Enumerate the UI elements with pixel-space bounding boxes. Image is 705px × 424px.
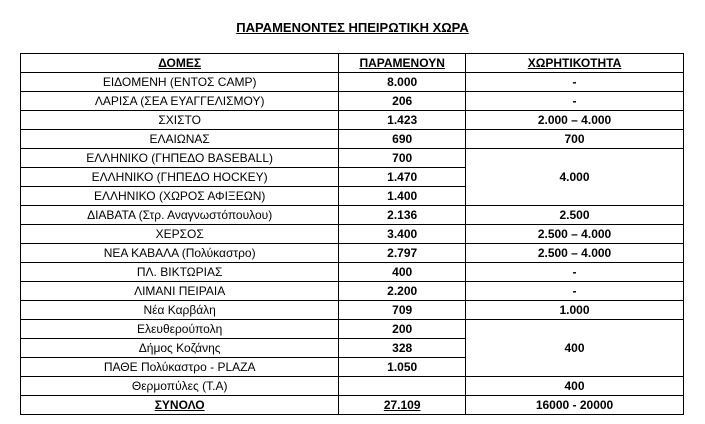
table-row	[21, 149, 684, 168]
table-row	[21, 92, 684, 111]
structure-name: ΕΛΛΗΝΙΚΟ (ΓΗΠΕΔΟ BASEBALL)	[21, 149, 339, 168]
structure-name: ΕΛΛΗΝΙΚΟ (ΧΩΡΟΣ ΑΦΙΞΕΩΝ)	[21, 187, 339, 206]
structure-name: ΣΧΙΣΤΟ	[21, 111, 339, 130]
remaining-value: 2.200	[339, 282, 466, 301]
structure-name: ΠΛ. ΒΙΚΤΩΡΙΑΣ	[21, 263, 339, 282]
capacity-value: 4.000	[466, 149, 684, 206]
capacity-value: -	[466, 73, 684, 92]
structure-name: ΛΙΜΑΝΙ ΠΕΙΡΑΙΑ	[21, 282, 339, 301]
remaining-value: 200	[339, 320, 466, 339]
total-label: ΣΥΝΟΛΟ	[21, 396, 339, 415]
page-title: ΠΑΡΑΜΕΝΟΝΤΕΣ ΗΠΕΙΡΩΤΙΚΗ ΧΩΡΑ	[236, 20, 469, 35]
structure-name: Θερμοπύλες (Τ.Α)	[21, 377, 339, 396]
structure-name: ΠΑΘΕ Πολύκαστρο - PLAZA	[21, 358, 339, 377]
table-row	[21, 225, 684, 244]
structure-name: ΧΕΡΣΟΣ	[21, 225, 339, 244]
structure-name: Δήμος Κοζάνης	[21, 339, 339, 358]
capacity-value: -	[466, 92, 684, 111]
remaining-value: 700	[339, 149, 466, 168]
remaining-value: 1.400	[339, 187, 466, 206]
structure-name: ΛΑΡΙΣΑ (ΣΕΑ ΕΥΑΓΓΕΛΙΣΜΟΥ)	[21, 92, 339, 111]
remaining-value: 2.136	[339, 206, 466, 225]
table-row	[21, 301, 684, 320]
capacity-value: -	[466, 282, 684, 301]
remaining-value: 400	[339, 263, 466, 282]
table-row	[21, 263, 684, 282]
capacity-value: 1.000	[466, 301, 684, 320]
remaining-value: 2.797	[339, 244, 466, 263]
capacity-value: -	[466, 263, 684, 282]
remaining-value: 8.000	[339, 73, 466, 92]
capacity-value: 400	[466, 320, 684, 377]
remaining-value: 1.470	[339, 168, 466, 187]
capacity-value: 2.000 – 4.000	[466, 111, 684, 130]
remaining-value	[339, 377, 466, 396]
total-row	[21, 396, 684, 415]
structure-name: ΕΛΛΗΝΙΚΟ (ΓΗΠΕΔΟ HOCKEY)	[21, 168, 339, 187]
structure-name: ΕΙΔΟΜΕΝΗ (ΕΝΤΟΣ CAMP)	[21, 73, 339, 92]
remaining-value: 328	[339, 339, 466, 358]
capacity-value: 700	[466, 130, 684, 149]
header-structures: ΔΟΜΕΣ	[21, 54, 339, 73]
table-row	[21, 111, 684, 130]
header-row	[21, 54, 684, 73]
table-row	[21, 73, 684, 92]
remaining-value: 1.050	[339, 358, 466, 377]
structure-name: ΕΛΑΙΩΝΑΣ	[21, 130, 339, 149]
table-row	[21, 320, 684, 339]
table-row	[21, 130, 684, 149]
remaining-value: 690	[339, 130, 466, 149]
total-capacity: 16000 - 20000	[466, 396, 684, 415]
structure-name: Νέα Καρβάλη	[21, 301, 339, 320]
total-remaining: 27.109	[339, 396, 466, 415]
remaining-value: 1.423	[339, 111, 466, 130]
header-capacity: ΧΩΡΗΤΙΚΟΤΗΤΑ	[466, 54, 684, 73]
table-row	[21, 206, 684, 225]
table-row	[21, 244, 684, 263]
remaining-value: 709	[339, 301, 466, 320]
header-remaining: ΠΑΡΑΜΕΝΟΥΝ	[339, 54, 466, 73]
capacity-value: 2.500 – 4.000	[466, 244, 684, 263]
remaining-value: 3.400	[339, 225, 466, 244]
remaining-value: 206	[339, 92, 466, 111]
refugee-table	[20, 53, 684, 415]
structure-name: ΝΕΑ ΚΑΒΑΛΑ (Πολύκαστρο)	[21, 244, 339, 263]
capacity-value: 2.500 – 4.000	[466, 225, 684, 244]
structure-name: Ελευθερούπολη	[21, 320, 339, 339]
capacity-value: 400	[466, 377, 684, 396]
capacity-value: 2.500	[466, 206, 684, 225]
table-row	[21, 282, 684, 301]
table-row	[21, 377, 684, 396]
structure-name: ΔΙΑΒΑΤΑ (Στρ. Αναγνωστόπουλου)	[21, 206, 339, 225]
